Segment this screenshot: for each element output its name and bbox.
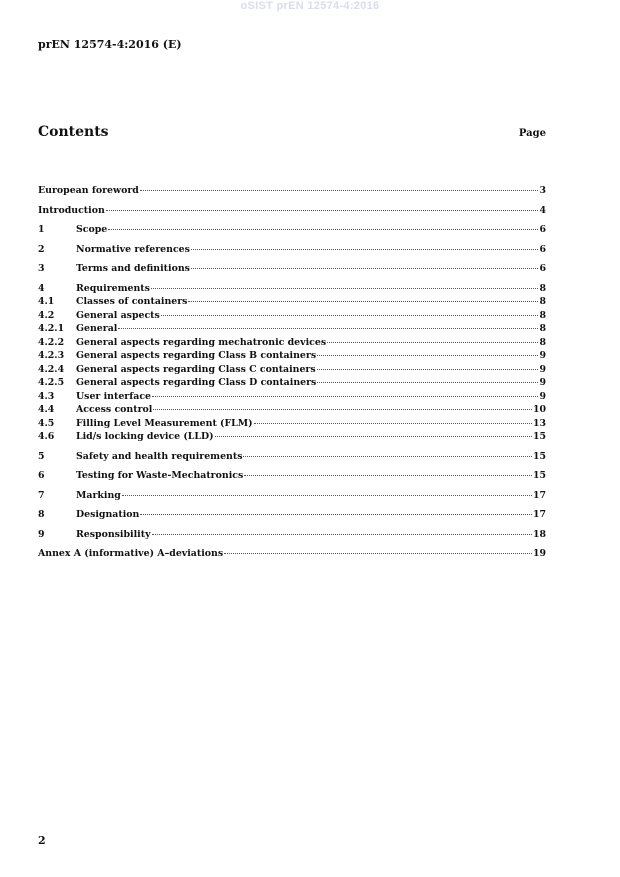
toc-leader-dots [151, 288, 539, 289]
toc-entry[interactable] [38, 309, 546, 323]
toc-entry[interactable] [38, 282, 546, 296]
toc-entry-number: 8 [38, 509, 45, 520]
toc-entry-title: General aspects regarding Class D containers [76, 377, 317, 388]
toc-entry-page: 6 [539, 263, 546, 274]
toc-entry-page: 6 [539, 224, 546, 235]
toc-entry[interactable] [38, 390, 546, 404]
toc-entry-number: 2 [38, 243, 45, 255]
toc-entry[interactable] [38, 528, 546, 542]
toc-leader-dots [224, 553, 532, 554]
toc-entry[interactable] [38, 223, 546, 237]
toc-leader-dots [140, 190, 539, 191]
toc-entry-title: General aspects [76, 309, 160, 321]
toc-entry-number: 4 [38, 282, 45, 294]
toc-entry-page: 17 [532, 489, 546, 501]
toc-entry-title: Filling Level Measurement (FLM) [76, 417, 253, 429]
toc-leader-dots [106, 210, 539, 211]
toc-entry[interactable] [38, 547, 546, 561]
toc-entry[interactable] [38, 204, 546, 218]
toc-leader-dots [215, 436, 532, 437]
toc-entry-title: Annex A (informative) A–deviations [38, 548, 224, 559]
page-number: 2 [38, 834, 46, 847]
toc-leader-dots [327, 342, 538, 343]
toc-entry-title: Classes of containers [76, 296, 188, 307]
table-of-contents [38, 184, 546, 561]
toc-entry-page: 15 [532, 431, 546, 442]
toc-entry[interactable] [38, 469, 546, 483]
page-title: Contents [38, 124, 109, 140]
toc-entry-title: Normative references [76, 243, 190, 255]
toc-leader-dots [317, 382, 538, 383]
toc-entry-number: 3 [38, 263, 45, 274]
toc-entry[interactable] [38, 403, 546, 417]
toc-entry-number: 1 [38, 224, 45, 235]
toc-entry[interactable] [38, 417, 546, 431]
toc-entry-title: General aspects regarding Class B containers [76, 350, 317, 361]
toc-entry-number: 4.4 [38, 404, 55, 415]
toc-entry-number: 5 [38, 450, 45, 462]
toc-entry-page: 17 [532, 509, 546, 520]
toc-entry-page: 4 [539, 204, 546, 216]
toc-entry-page: 8 [539, 323, 546, 334]
toc-entry-page: 10 [532, 404, 546, 415]
page-column-label: Page [518, 128, 546, 139]
toc-leader-dots [317, 369, 539, 370]
toc-entry-page: 8 [539, 309, 546, 321]
toc-entry[interactable] [38, 349, 546, 363]
toc-leader-dots [254, 423, 532, 424]
toc-entry-title: Requirements [76, 282, 150, 294]
toc-entry[interactable] [38, 243, 546, 257]
toc-entry-page: 15 [532, 470, 546, 481]
toc-leader-dots [152, 396, 538, 397]
toc-entry-number: 4.6 [38, 431, 55, 442]
toc-entry-title: Responsibility [76, 528, 151, 540]
toc-entry-page: 8 [539, 282, 546, 294]
toc-entry-title: General aspects regarding mechatronic devices [76, 336, 327, 348]
toc-entry-title: Lid/s locking device (LLD) [76, 431, 214, 442]
toc-entry-title: General aspects regarding Class C containers [76, 363, 316, 375]
toc-entry-number: 4.2.5 [38, 377, 65, 388]
toc-entry[interactable] [38, 336, 546, 350]
toc-entry-number: 6 [38, 470, 45, 481]
toc-leader-dots [153, 409, 532, 410]
toc-entry-title: Terms and definitions [76, 263, 190, 274]
toc-entry-number: 4.2.4 [38, 363, 65, 375]
toc-entry-title: Safety and health requirements [76, 450, 243, 462]
toc-entry-title: General [76, 323, 118, 334]
toc-leader-dots [122, 495, 532, 496]
toc-entry-page: 18 [532, 528, 546, 540]
toc-leader-dots [191, 268, 539, 269]
toc-leader-dots [317, 355, 538, 356]
toc-entry-title: Scope [76, 224, 108, 235]
toc-entry[interactable] [38, 363, 546, 377]
toc-entry-page: 9 [539, 363, 546, 375]
toc-entry[interactable] [38, 262, 546, 276]
toc-entry-page: 8 [539, 296, 546, 307]
toc-leader-dots [191, 249, 539, 250]
toc-entry-number: 7 [38, 489, 45, 501]
toc-entry-page: 3 [539, 185, 546, 196]
toc-entry-page: 6 [539, 243, 546, 255]
toc-entry-title: Introduction [38, 204, 105, 216]
toc-entry-number: 4.5 [38, 417, 55, 429]
toc-entry[interactable] [38, 295, 546, 309]
toc-entry-number: 4.2 [38, 309, 55, 321]
watermark: oSIST prEN 12574-4:2016 [240, 0, 380, 12]
toc-entry-title: Access control [76, 404, 153, 415]
toc-entry[interactable] [38, 184, 546, 198]
toc-entry-page: 15 [532, 450, 546, 462]
toc-entry-title: Designation [76, 509, 140, 520]
toc-entry-page: 13 [532, 417, 546, 429]
toc-leader-dots [188, 301, 538, 302]
toc-entry-title: Testing for Waste-Mechatronics [76, 470, 244, 481]
toc-entry-page: 9 [539, 377, 546, 388]
toc-entry[interactable] [38, 508, 546, 522]
toc-leader-dots [108, 229, 538, 230]
toc-entry-number: 4.3 [38, 390, 55, 402]
toc-entry-page: 9 [539, 390, 546, 402]
toc-entry[interactable] [38, 450, 546, 464]
toc-entry-page: 19 [532, 548, 546, 559]
toc-entry-number: 4.2.1 [38, 323, 65, 334]
toc-entry-page: 8 [539, 336, 546, 348]
toc-leader-dots [118, 328, 538, 329]
toc-entry-page: 9 [539, 350, 546, 361]
toc-leader-dots [152, 534, 532, 535]
toc-leader-dots [140, 514, 532, 515]
toc-entry-title: User interface [76, 390, 152, 402]
toc-entry-title: European foreword [38, 185, 139, 196]
toc-leader-dots [243, 456, 531, 457]
toc-entry-number: 4.2.3 [38, 350, 65, 361]
document-header: prEN 12574-4:2016 (E) [38, 38, 182, 51]
toc-entry-number: 9 [38, 528, 45, 540]
toc-entry[interactable] [38, 376, 546, 390]
toc-entry[interactable] [38, 322, 546, 336]
toc-entry-number: 4.1 [38, 296, 55, 307]
toc-leader-dots [244, 475, 532, 476]
toc-entry-title: Marking [76, 489, 121, 501]
toc-entry[interactable] [38, 489, 546, 503]
toc-leader-dots [161, 315, 539, 316]
toc-entry-number: 4.2.2 [38, 336, 65, 348]
toc-entry[interactable] [38, 430, 546, 444]
